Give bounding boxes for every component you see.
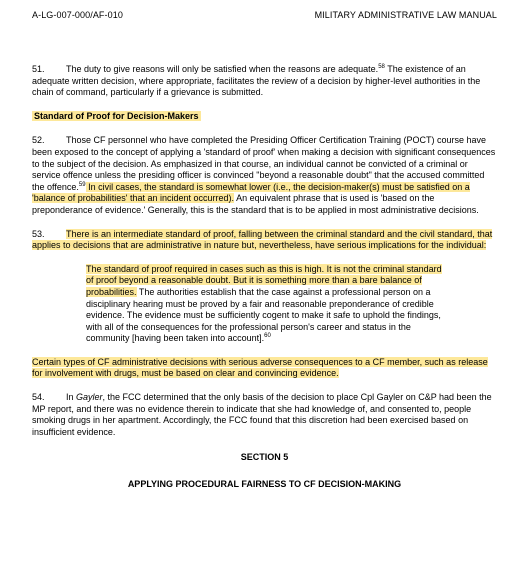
highlighted-text: The standard of proof required in cases such as this is high. It is not the criminal standard of proof beyond a reasonable doubt. But it is something more than a bare balance of probabilities. (86, 263, 442, 297)
paragraph-51 (32, 64, 497, 99)
paragraph-text: , the FCC determined that the only basis of the decision to place Cpl Gayler on C&P had been the MP report, and there was no evidence therein to indicate that she had knowledge of, and consented to, people smoking drugs in her apartment. Accordingly, the FCC found that this discretion had been exercised based on insufficient evidence. (32, 392, 492, 437)
manual-title: MILITARY ADMINISTRATIVE LAW MANUAL (314, 10, 497, 20)
highlighted-text: There is an intermediate standard of proof, falling between the criminal standard and the civil standard, that applies to decisions that are administrative in nature but, nevertheless, have serious implications for the individual: (32, 228, 493, 251)
paragraph-number: 54. (32, 392, 45, 403)
paragraph-certain-types (32, 357, 497, 380)
section-number: SECTION 5 (240, 452, 289, 463)
footnote-ref-59[interactable]: 59 (78, 181, 86, 188)
document-code: A-LG-007-000/AF-010 (32, 10, 123, 20)
paragraph-text-cont: The existence of an adequate written decision, where appropriate, facilitates the review of a decision by higher-level authorities in the chain of command, particularly if a grievance is submitted. (32, 64, 481, 98)
block-quote (86, 264, 445, 345)
quote-text: The authorities establish that the case against a professional person on a disciplinary hearing must be proved by a fair and reasonable preponderance of credible evidence. The evidence must be sufficiently cogent to make it safe to uphold the findings, with all of the consequences for the professional person's career and status in the community [having been taken into account]. (86, 286, 441, 344)
paragraph-53 (32, 229, 497, 252)
paragraph-52 (32, 135, 497, 216)
section-heading: Standard of Proof for Decision-Makers (34, 110, 199, 121)
paragraph-number: 51. (32, 64, 45, 74)
paragraph-number: 52. (32, 135, 45, 146)
highlighted-text: In civil cases, the standard is somewhat lower (i.e., the decision-maker(s) must be satisfied on a 'balance of probabilities' that an incident occurred). (32, 181, 470, 204)
paragraph-text: The duty to give reasons will only be satisfied when the reasons are adequate. (66, 64, 379, 74)
paragraph-54 (32, 392, 497, 438)
footnote-ref-60[interactable]: 60 (264, 333, 271, 340)
document-body (32, 64, 497, 491)
highlighted-text: Certain types of CF administrative decisions with serious adverse consequences to a CF member, such as release for involvement with drugs, must be based on clear and convincing evidence. (32, 356, 488, 379)
paragraph-text-cont: An equivalent phrase that is used is 'based on the preponderance of evidence.' Generally, this is the standard that is to be applied in most administrative decisions. (32, 193, 479, 215)
section-title: APPLYING PROCEDURAL FAIRNESS TO CF DECISION-MAKING (127, 479, 402, 490)
case-name: Gayler (76, 392, 103, 403)
paragraph-number: 53. (32, 228, 45, 239)
footnote-ref-58[interactable]: 58 (378, 64, 385, 70)
paragraph-lead: In (66, 392, 77, 403)
paragraph-text: Those CF personnel who have completed the Presiding Officer Certification Training (POCT) course have been exposed to the concept of applying a 'standard of proof' when making a decision with significant consequences to the subject of the decision. As emphasized in that course, an individual cannot be convicted of a criminal or service offence unless the presiding officer is convinced "beyond a reasonable doubt" that the accused committed the offence. (32, 135, 496, 192)
